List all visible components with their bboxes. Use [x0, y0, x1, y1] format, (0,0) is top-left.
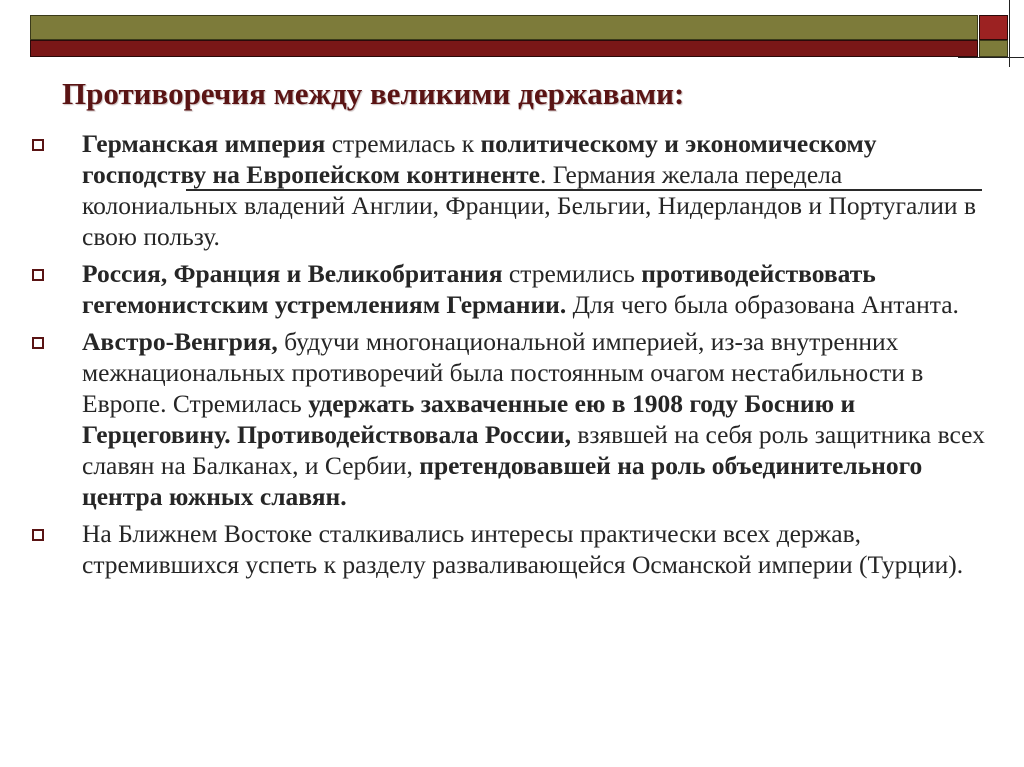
list-item-text: [82, 128, 1002, 252]
bullet-list: [30, 128, 1002, 586]
text-span: Германская империя: [82, 129, 326, 158]
header-line-horizontal: [958, 57, 1024, 58]
header-square-red: [979, 15, 1008, 40]
text-span: будучи многонациональной империей, из-за внутренних межнациональных противоречий была постоянным очагом нестабильности в Европе. Стремилась: [82, 327, 924, 418]
header-band-red: [30, 40, 978, 57]
text-span: стремилась к: [325, 129, 481, 158]
text-span: взявшей на себя роль защитника всех славян на Балканах, и Сербии,: [82, 420, 985, 480]
list-item: [30, 258, 1002, 320]
text-span: противодействовать гегемонистским устремлениям Германии.: [82, 259, 876, 319]
text-span: Австро-Венгрия,: [82, 327, 278, 356]
list-item: [30, 128, 1002, 252]
text-span: претендовавшей на роль объединительного центра южных славян.: [82, 451, 923, 511]
text-span: Россия, Франция и Великобритания: [82, 259, 503, 288]
text-span: . Германия желала передела колониальных владений Англии, Франции, Бельгии, Нидерландов и Португалии в свою пользу.: [82, 160, 976, 251]
square-bullet-icon: [32, 337, 44, 349]
text-span: стремились: [502, 259, 642, 288]
list-item: [30, 326, 1002, 512]
text-span: На Ближнем Востоке сталкивались интересы практически всех держав, стремившихся успеть к разделу разваливающейся Османской империи (Турции).: [82, 519, 964, 579]
list-item-text: [82, 518, 1002, 580]
text-span: политическому и экономическому господству на Европейском континенте: [82, 129, 877, 189]
header-square-olive: [979, 40, 1008, 57]
square-bullet-icon: [32, 269, 44, 281]
text-span: удержать захваченные ею в 1908 году Боснию и Герцеговину. Противодействовала России,: [82, 389, 856, 449]
text-span: Для чего была образована Антанта.: [566, 290, 959, 319]
list-item-text: [82, 326, 1002, 512]
list-item: [30, 518, 1002, 580]
list-item-text: [82, 258, 1002, 320]
header-band-olive: [30, 15, 978, 40]
square-bullet-icon: [32, 139, 44, 151]
slide-title: Противоречия между великими державами:: [62, 76, 685, 111]
square-bullet-icon: [32, 529, 44, 541]
